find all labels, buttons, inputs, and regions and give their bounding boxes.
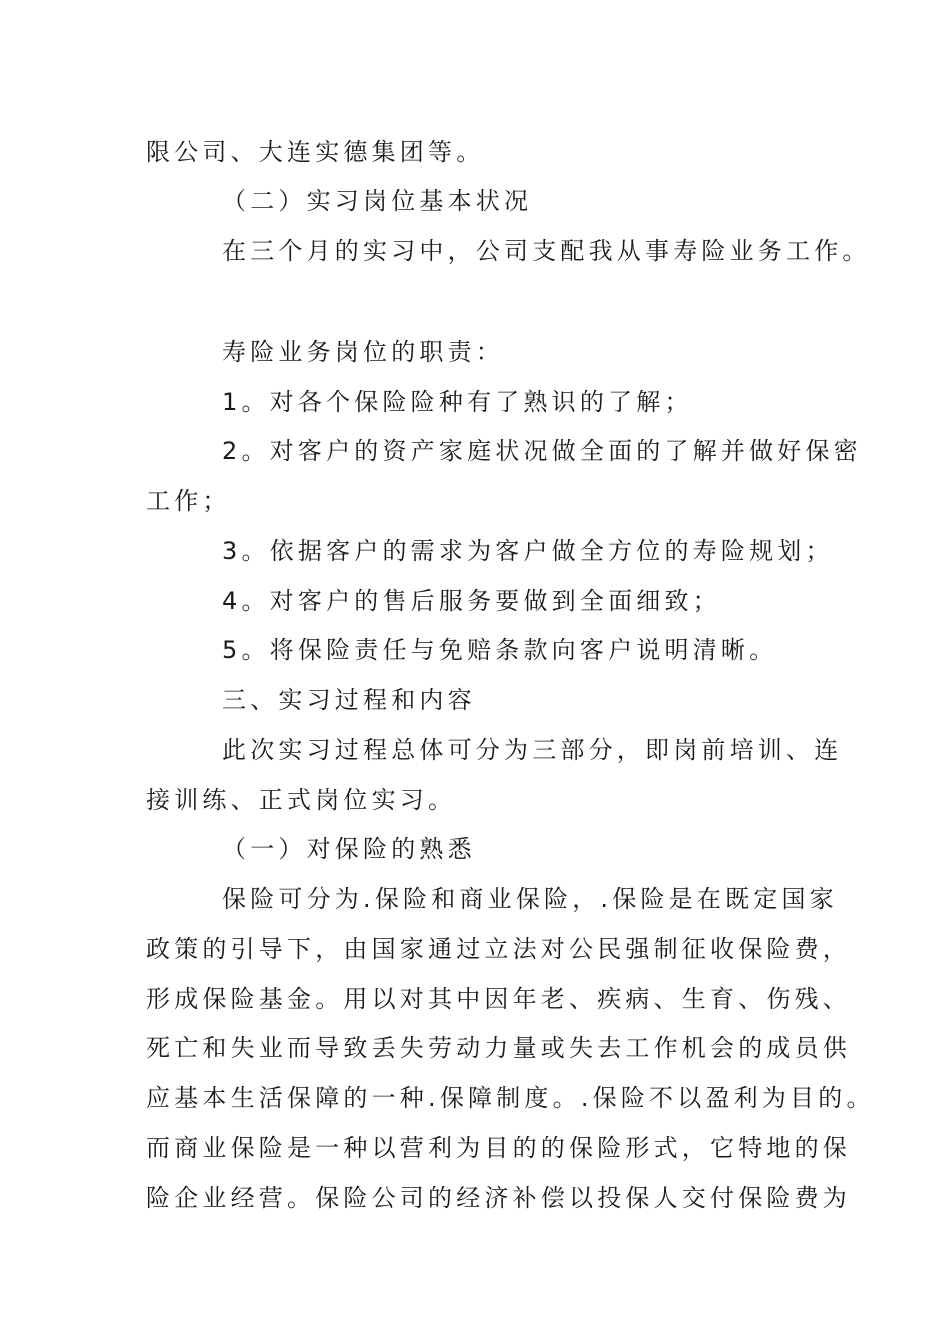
section-heading-3: 三、实习过程和内容	[222, 686, 476, 714]
text-line-5: 此次实习过程总体可分为三部分，即岗前培训、连	[222, 736, 843, 764]
list-item-1: 1。对各个保险险种有了熟识的了解；	[222, 388, 693, 416]
text-line-6: 接训练、正式岗位实习。	[146, 786, 457, 814]
section-heading-2: （二）实习岗位基本状况	[222, 187, 533, 215]
text-line-13: 险企业经营。保险公司的经济补偿以投保人交付保险费为	[146, 1184, 851, 1212]
list-item-2: 2。对客户的资产家庭状况做全面的了解并做好保密	[222, 437, 862, 465]
list-item-5: 5。将保险责任与免赔条款向客户说明清晰。	[222, 636, 778, 664]
list-item-3: 3。依据客户的需求为客户做全方位的寿险规划；	[222, 537, 834, 565]
text-line-8: 政策的引导下，由国家通过立法对公民强制征收保险费，	[146, 935, 851, 963]
list-item-2-cont: 工作；	[146, 487, 231, 515]
text-line-3: 在三个月的实习中，公司支配我从事寿险业务工作。	[222, 237, 871, 265]
text-line-12: 而商业保险是一种以营利为目的的保险形式，它特地的保	[146, 1134, 851, 1162]
text-line-10: 死亡和失业而导致丢失劳动力量或失去工作机会的成员供	[146, 1034, 851, 1062]
text-line-4: 寿险业务岗位的职责：	[222, 338, 504, 366]
section-heading-4: （一）对保险的熟悉	[222, 835, 476, 863]
list-item-4: 4。对客户的售后服务要做到全面细致；	[222, 587, 721, 615]
text-line-1: 限公司、大连实德集团等。	[146, 138, 485, 166]
text-line-7: 保险可分为.保险和商业保险，.保险是在既定国家	[222, 885, 838, 913]
text-line-11: 应基本生活保障的一种.保障制度。.保险不以盈利为目的。	[146, 1084, 875, 1112]
text-line-9: 形成保险基金。用以对其中因年老、疾病、生育、伤残、	[146, 985, 851, 1013]
